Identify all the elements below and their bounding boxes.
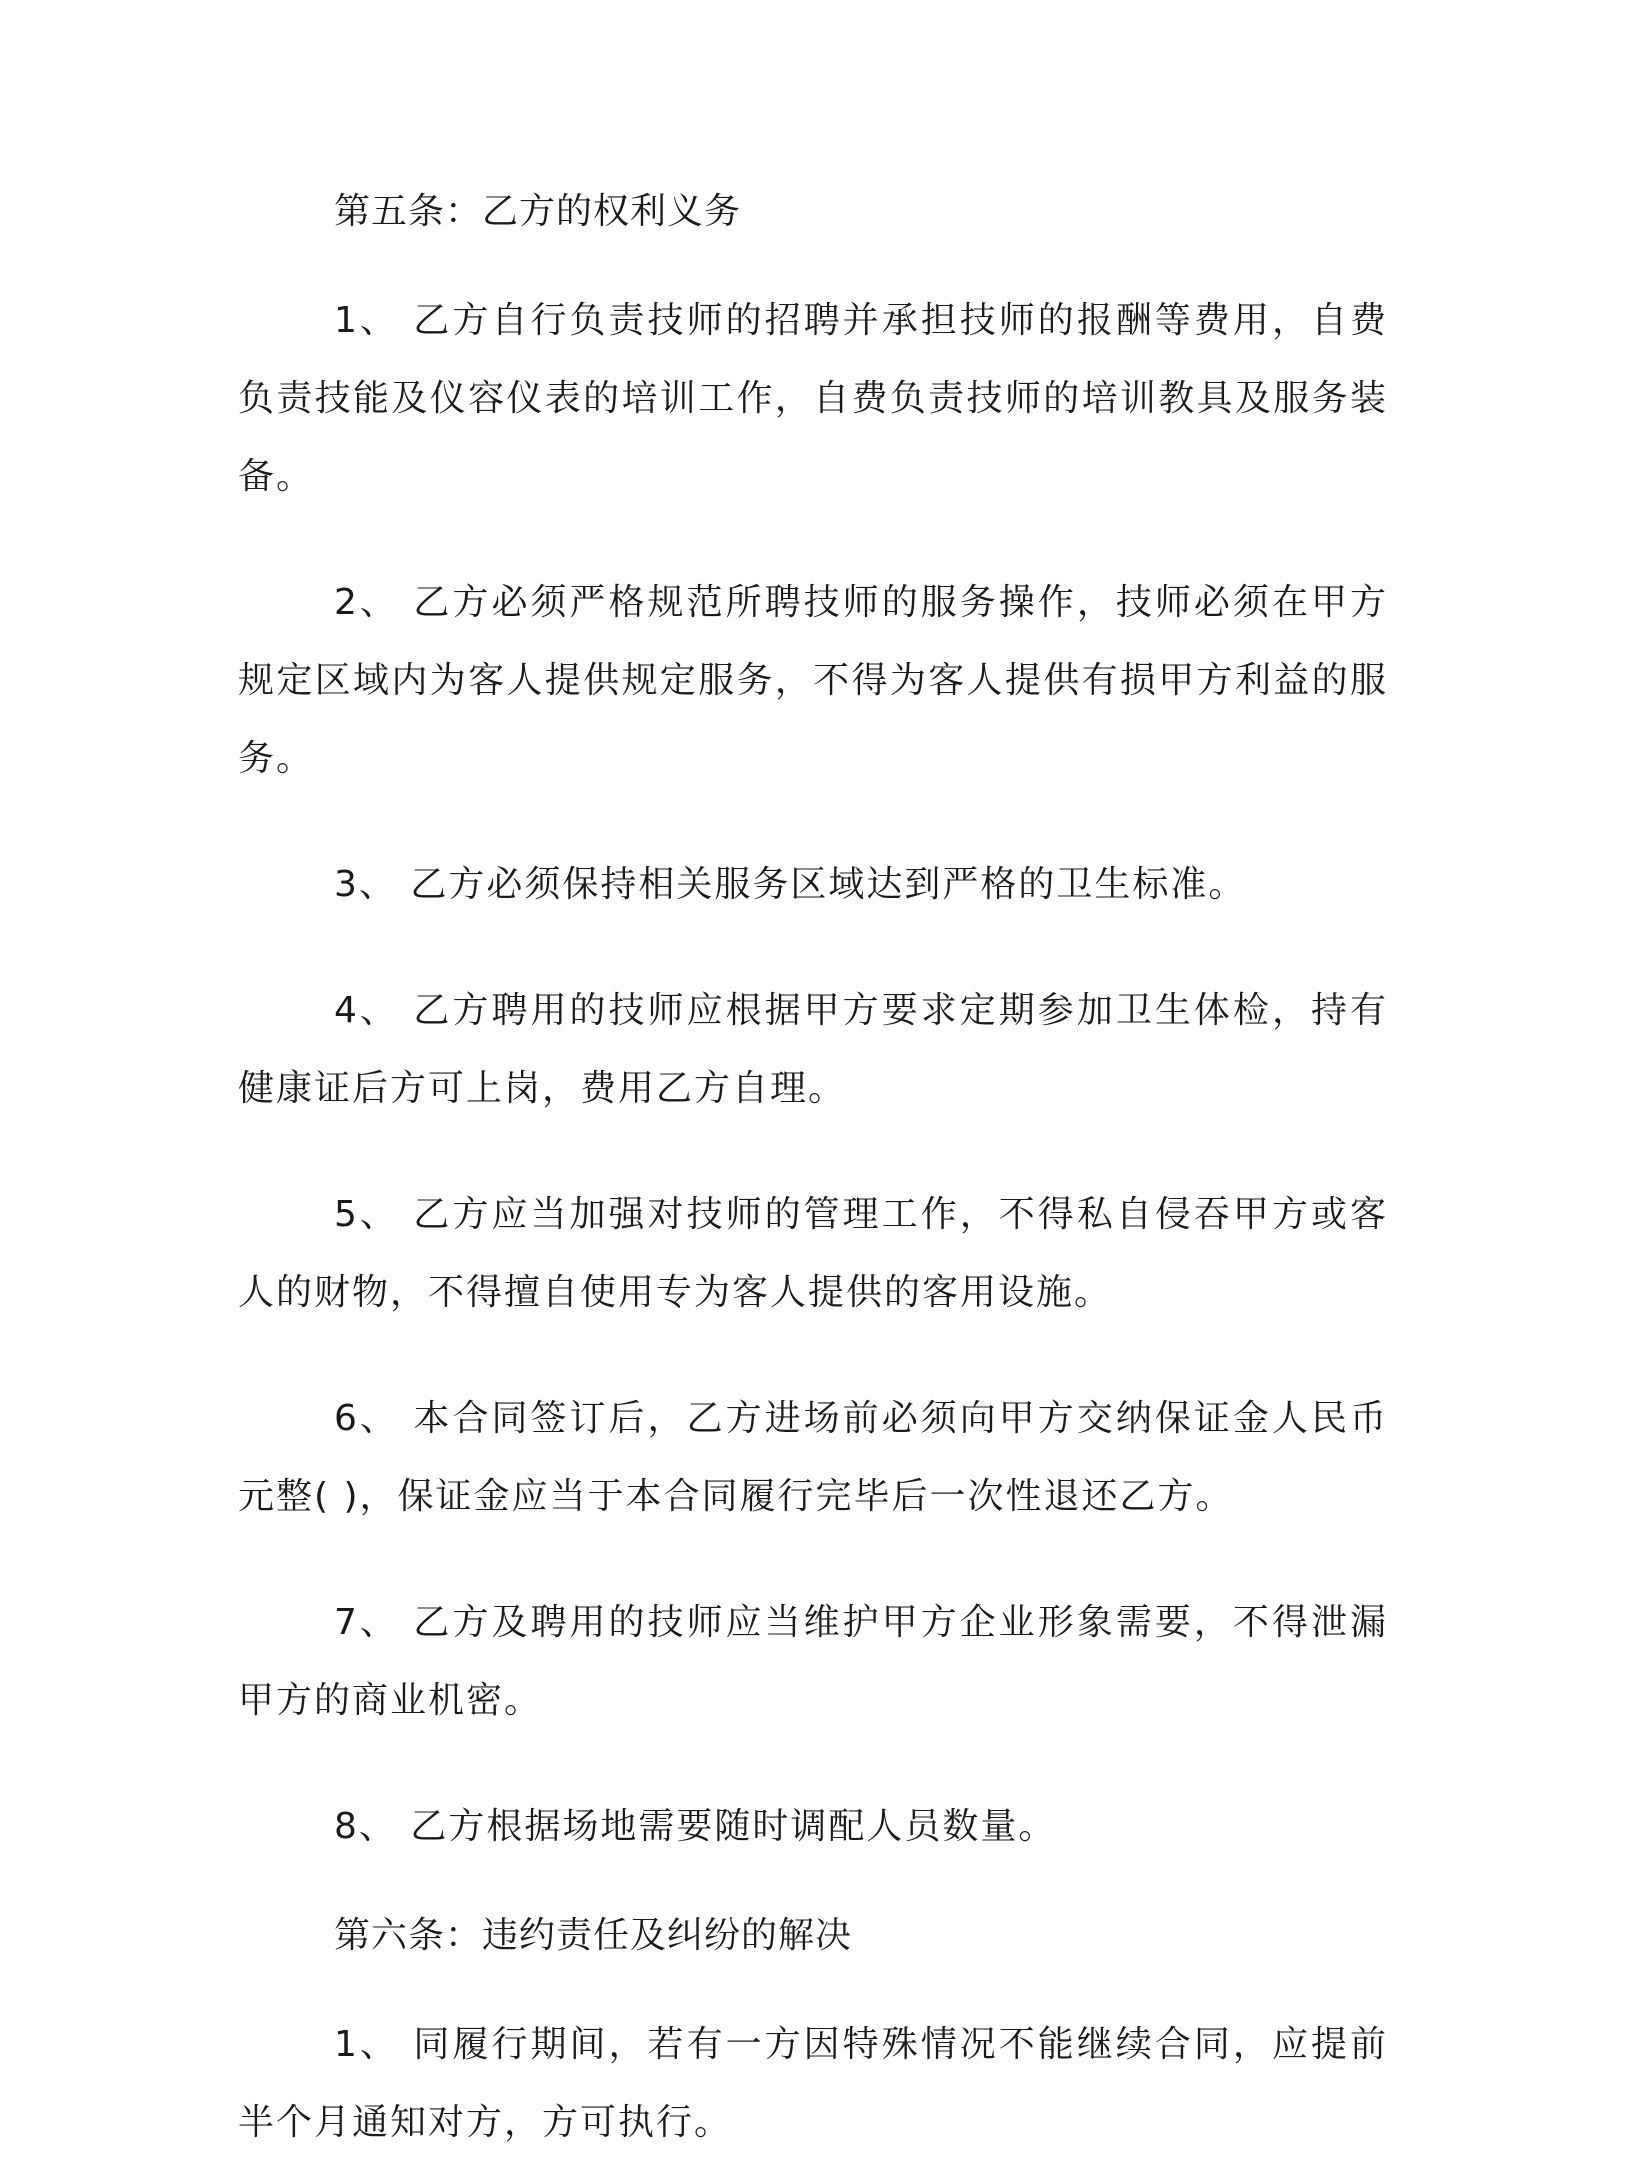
- article-5-clause-5: 5、 乙方应当加强对技师的管理工作，不得私自侵吞甲方或客人的财物，不得擅自使用专为客人提供的客用设施。: [238, 1194, 1388, 1313]
- article-6-clause-1: 1、 同履行期间，若有一方因特殊情况不能继续合同，应提前半个月通知对方，方可执行。: [238, 2024, 1388, 2143]
- article-5-clause-4: 4、 乙方聘用的技师应根据甲方要求定期参加卫生体检，持有健康证后方可上岗，费用乙方自理。: [238, 990, 1388, 1109]
- article-5-clause-2: 2、 乙方必须严格规范所聘技师的服务操作，技师必须在甲方规定区域内为客人提供规定服务，不得为客人提供有损甲方利益的服务。: [238, 582, 1388, 779]
- article-6-heading: 第六条：违约责任及纠纷的解决: [334, 1915, 853, 1956]
- article-5-clause-8: 8、 乙方根据场地需要随时调配人员数量。: [334, 1806, 1057, 1847]
- article-5-clause-7: 7、 乙方及聘用的技师应当维护甲方企业形象需要，不得泄漏甲方的商业机密。: [238, 1602, 1388, 1721]
- document-body: [238, 190, 1388, 2162]
- article-5-clause-3: 3、 乙方必须保持相关服务区域达到严格的卫生标准。: [334, 864, 1247, 905]
- article-5-clause-1: 1、 乙方自行负责技师的招聘并承担技师的报酬等费用，自费负责技能及仪容仪表的培训工作，自费负责技师的培训教具及服务装备。: [238, 300, 1388, 497]
- article-5-clause-6: 6、 本合同签订后，乙方进场前必须向甲方交纳保证金人民币 元整( )，保证金应当于本合同履行完毕后一次性退还乙方。: [238, 1398, 1388, 1517]
- article-5-heading: 第五条：乙方的权利义务: [334, 191, 742, 232]
